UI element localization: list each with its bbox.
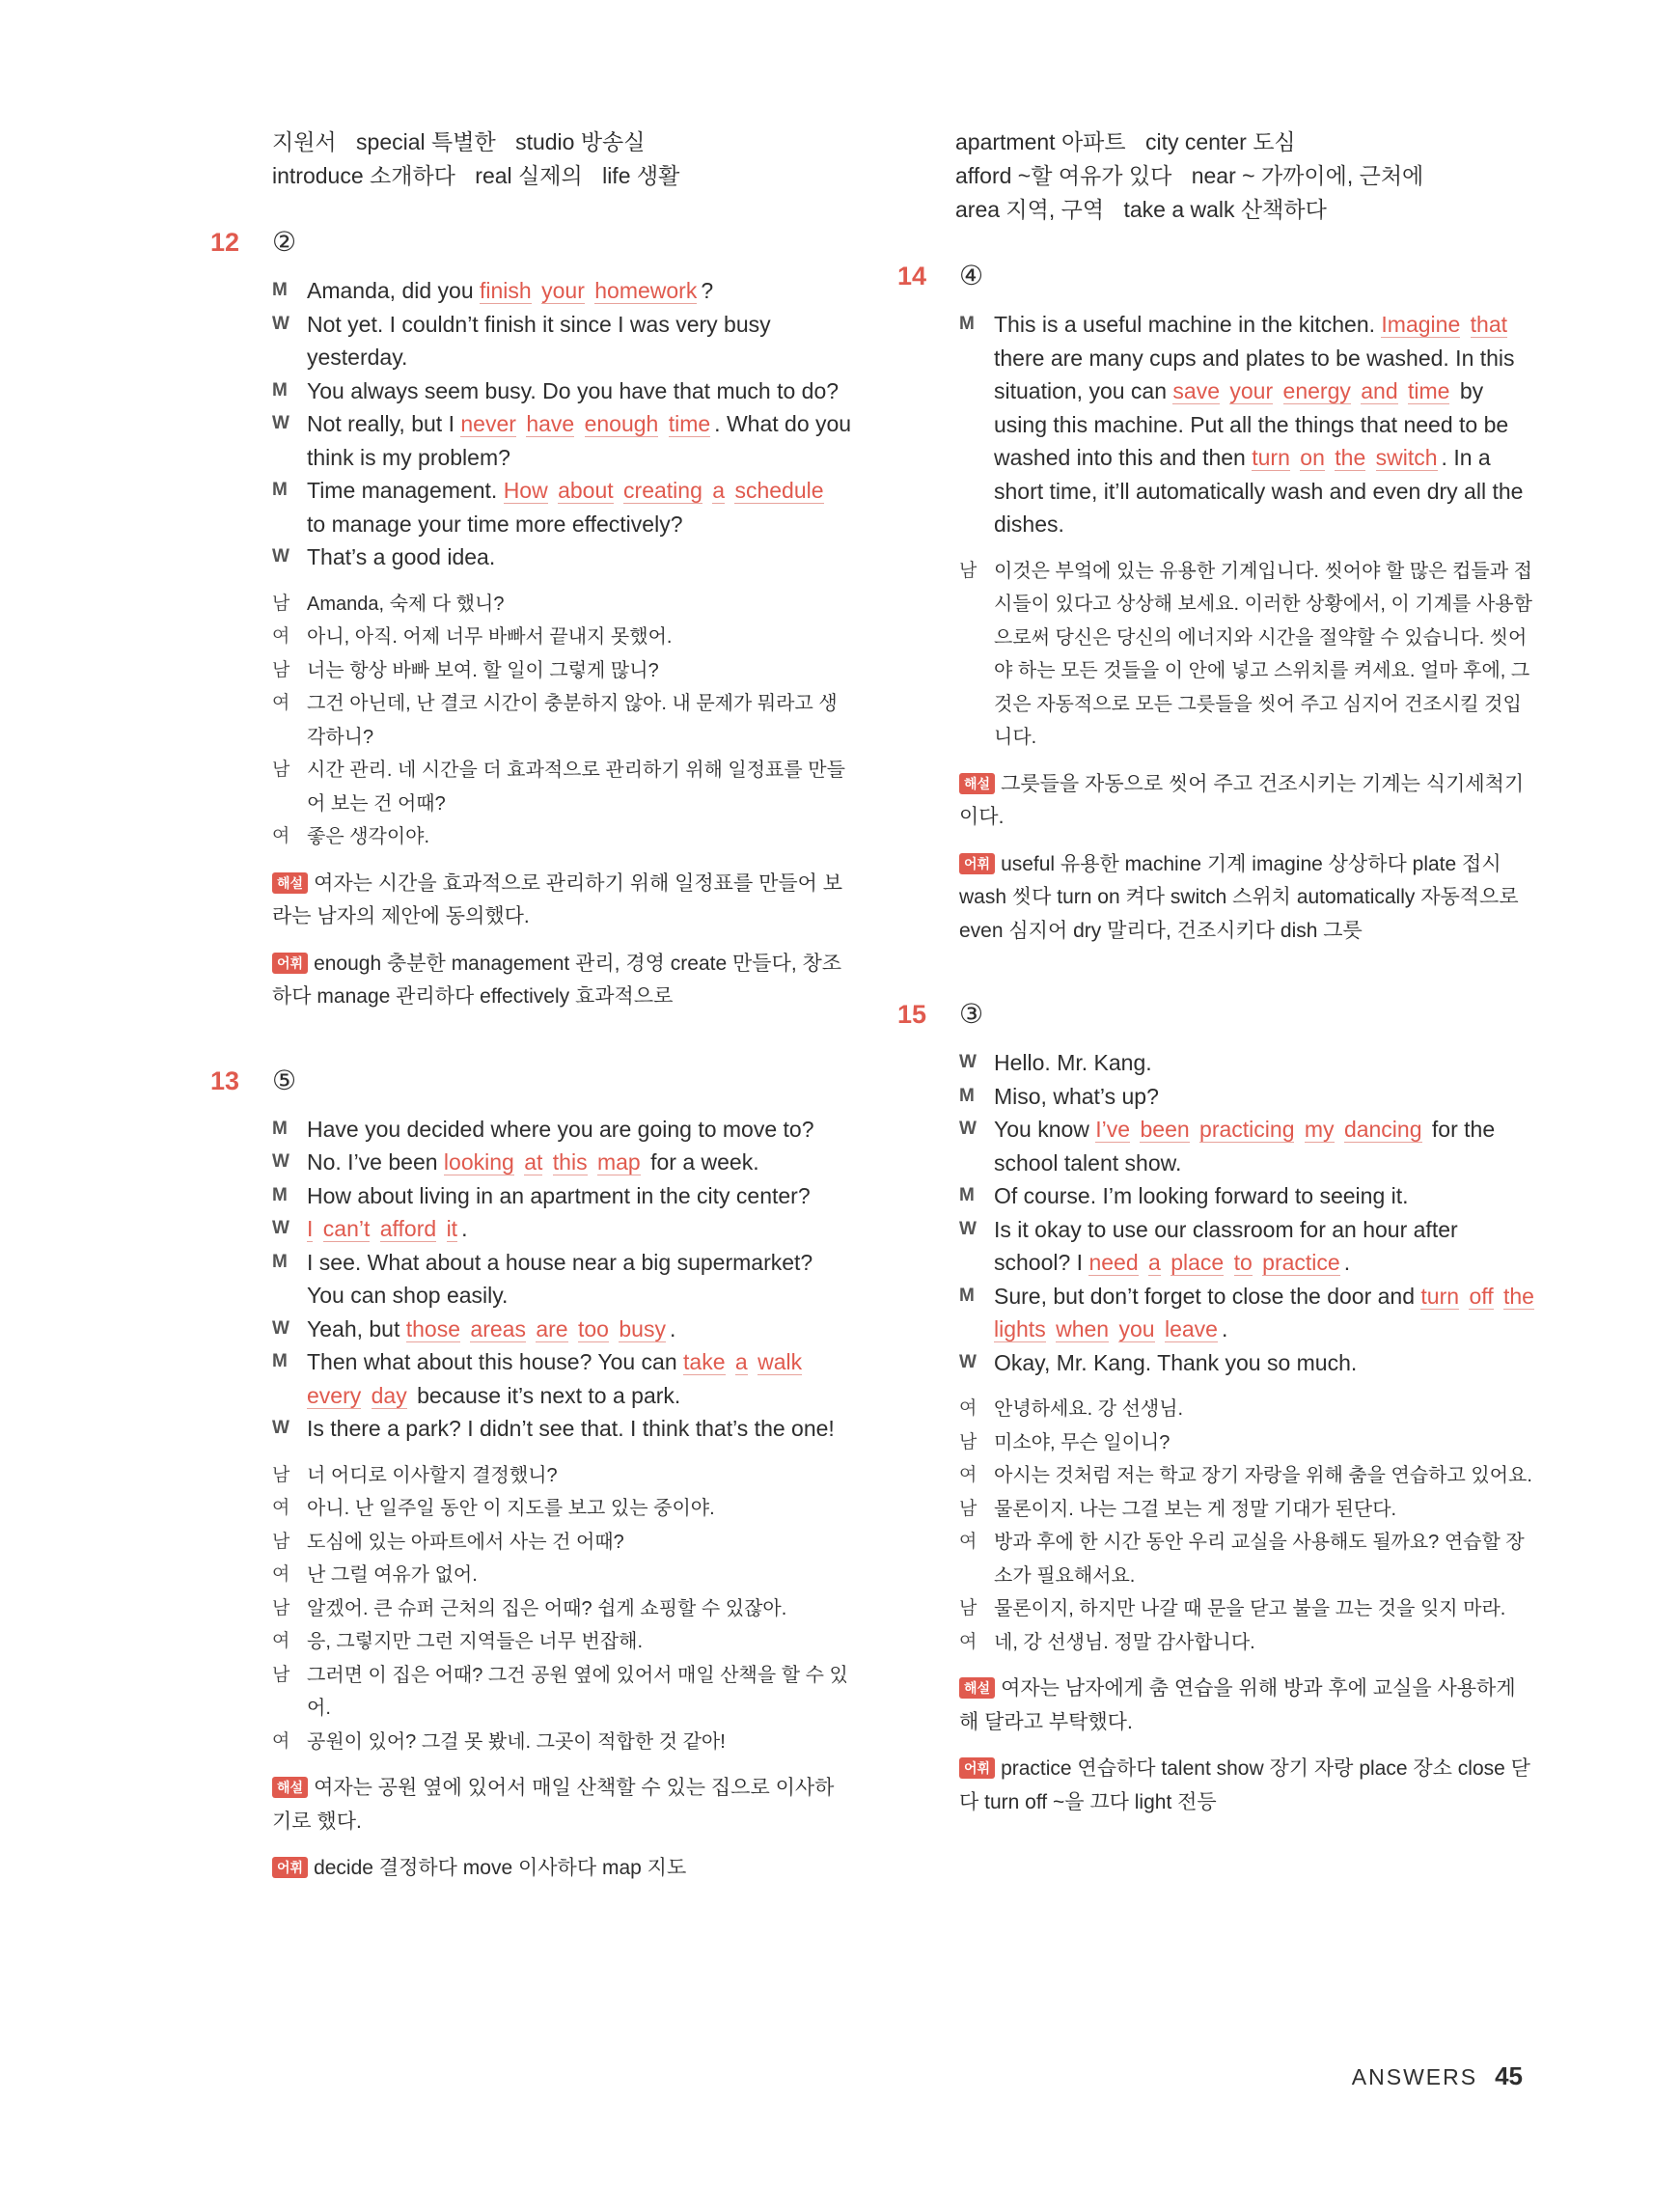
answer-blank: save xyxy=(1172,378,1220,403)
answer-blank: place xyxy=(1170,1250,1225,1275)
speaker-label: W xyxy=(959,1119,977,1139)
line-text: How about living in an apartment in the city center? xyxy=(307,1182,811,1208)
speaker-label: 남 xyxy=(272,1531,290,1552)
vocab-term: plate 접시 xyxy=(1412,852,1501,875)
vocab-badge: 어휘 xyxy=(959,1757,995,1779)
question-13 xyxy=(210,1057,852,1886)
answer-blank: can’t xyxy=(322,1216,371,1241)
line-text: That’s a good idea. xyxy=(307,544,496,569)
speaker-label: W xyxy=(959,1218,977,1239)
translation-line xyxy=(959,1393,1539,1426)
speaker-label: 남 xyxy=(272,760,290,780)
translation-line xyxy=(272,1492,852,1526)
line-text: by using this machine. Put all the things that need to be washed into this and then xyxy=(994,378,1509,470)
answer-blank: walk xyxy=(757,1349,803,1374)
answer-blank: the xyxy=(1335,445,1366,470)
speaker-label: M xyxy=(959,1285,975,1306)
translation-line xyxy=(959,1493,1539,1527)
line-text: 네, 강 선생님. 정말 감사합니다. xyxy=(994,1631,1255,1653)
dialogue-line xyxy=(272,274,852,308)
answer-blank: off xyxy=(1469,1283,1494,1309)
vocab-term: practice 연습하다 xyxy=(1001,1757,1156,1780)
dialogue-line xyxy=(959,1346,1539,1380)
translation-line xyxy=(272,754,852,820)
speaker-label: 남 xyxy=(272,593,290,614)
answer-blank: map xyxy=(596,1149,641,1175)
line-text: Hello. Mr. Kang. xyxy=(994,1050,1152,1075)
answer-symbol: ④ xyxy=(959,261,984,290)
vocab-term: effectively 효과적으로 xyxy=(480,985,674,1008)
speaker-label: 남 xyxy=(959,1431,978,1452)
dialogue-line xyxy=(272,374,852,408)
speaker-label: 여 xyxy=(959,1631,978,1652)
right-column xyxy=(897,125,1539,1819)
vocab-term: close 닫다 xyxy=(959,1757,1530,1813)
dialogue-line xyxy=(272,1179,852,1213)
dialogue-line xyxy=(272,1246,852,1313)
line-text: Is it okay to use our classroom for an hour after school? I xyxy=(994,1216,1458,1275)
answer-blank: busy xyxy=(619,1315,666,1341)
translation-line xyxy=(272,820,852,854)
vocab-term: dish 그릇 xyxy=(1280,919,1363,942)
translation-line xyxy=(272,1459,852,1493)
vocab-term: turn off ~을 끄다 xyxy=(984,1790,1129,1813)
line-text: 아니. 난 일주일 동안 이 지도를 보고 있는 중이야. xyxy=(307,1498,715,1519)
answer-symbol: ③ xyxy=(959,999,984,1029)
line-text: Have you decided where you are going to move to? xyxy=(307,1116,814,1142)
answer-blank: leave xyxy=(1164,1316,1218,1341)
line-text: 그건 아닌데, 난 결코 시간이 충분하지 않아. 내 문제가 뭐라고 생각하니? xyxy=(307,693,838,748)
answer-blank: when xyxy=(1056,1316,1110,1341)
speaker-label: M xyxy=(272,1251,288,1272)
english-dialogue xyxy=(272,274,852,574)
vocab-term: useful 유용한 xyxy=(1001,852,1119,875)
dialogue-line xyxy=(959,1179,1539,1213)
speaker-label: M xyxy=(272,1351,288,1371)
answer-blank: practicing xyxy=(1199,1117,1295,1142)
line-text: Of course. I’m looking forward to seeing it. xyxy=(994,1183,1409,1208)
answer-blank: switch xyxy=(1375,445,1438,470)
vocab-term: dry 말리다, 건조시키다 xyxy=(1073,919,1276,942)
answer-symbol: ⑤ xyxy=(272,1065,297,1095)
translation-line xyxy=(272,1726,852,1759)
vocab-term: imagine 상상하다 xyxy=(1252,852,1407,875)
answer-blank: time xyxy=(1408,378,1450,403)
answer-blank: your xyxy=(541,278,585,303)
speaker-label: M xyxy=(272,480,288,500)
speaker-label: 남 xyxy=(272,1597,290,1618)
dialogue-line xyxy=(272,474,852,540)
line-text: 아니, 아직. 어제 너무 바빠서 끝내지 못했어. xyxy=(307,626,673,648)
korean-translation xyxy=(272,1459,852,1759)
answer-blank: never xyxy=(460,411,516,436)
vocab-term: management 관리, 경영 xyxy=(451,952,665,975)
line-text: 안녕하세요. 강 선생님. xyxy=(994,1398,1184,1420)
translation-line xyxy=(959,1626,1539,1660)
answer-blank: schedule xyxy=(734,478,824,503)
vocab-term: life 생활 xyxy=(602,163,680,188)
line-text: . In a short time, it’ll automatically wash and even dry all the dishes. xyxy=(994,445,1524,537)
speaker-label: 남 xyxy=(959,1498,978,1519)
vocab-term: machine 기계 xyxy=(1124,852,1247,875)
dialogue-line xyxy=(272,1113,852,1147)
line-text: Amanda, did you xyxy=(307,278,481,303)
vocabulary xyxy=(959,1753,1539,1819)
explanation xyxy=(272,1772,852,1839)
line-text: to manage your time more effectively? xyxy=(307,511,683,537)
vocab-term: wash 씻다 xyxy=(959,886,1052,908)
answer-blank: areas xyxy=(470,1315,526,1341)
question-number: 14 xyxy=(897,262,927,290)
speaker-label: W xyxy=(272,313,289,334)
line-text: . xyxy=(1343,1250,1351,1275)
speaker-label: 여 xyxy=(272,1631,290,1651)
line-text: 도심에 있는 아파트에서 사는 건 어때? xyxy=(307,1531,624,1553)
vocab-term: manage 관리하다 xyxy=(317,985,475,1008)
line-text: No. I’ve been xyxy=(307,1149,444,1175)
answer-blank: practice xyxy=(1262,1250,1340,1275)
answer-blank: enough xyxy=(584,411,659,436)
answer-blank: it xyxy=(446,1216,458,1241)
dialogue-line xyxy=(959,1046,1539,1080)
english-monologue xyxy=(959,308,1539,541)
answer-symbol: ② xyxy=(272,227,297,257)
answer-blank: need xyxy=(1088,1250,1139,1275)
korean-translation xyxy=(959,555,1539,755)
vocab-badge: 어휘 xyxy=(272,1857,308,1878)
vocab-term: talent show 장기 자랑 xyxy=(1161,1757,1354,1780)
speaker-label: M xyxy=(272,1184,288,1205)
dialogue-line xyxy=(272,1146,852,1179)
vocab-term: apartment 아파트 xyxy=(955,129,1126,154)
answer-blank: and xyxy=(1361,378,1398,403)
vocab-term: move 이사하다 xyxy=(462,1857,597,1879)
line-text: 미소야, 무슨 일이니? xyxy=(994,1431,1170,1453)
answer-blank: homework xyxy=(594,278,698,303)
english-dialogue xyxy=(272,1113,852,1446)
vocab-term: automatically 자동적으로 xyxy=(1296,886,1519,908)
dialogue-line xyxy=(959,1113,1539,1179)
vocab-term: studio 방송실 xyxy=(515,129,646,154)
speaker-label: M xyxy=(959,314,975,334)
translation-line xyxy=(959,555,1539,755)
speaker-label: 여 xyxy=(272,1730,290,1752)
speaker-label: 여 xyxy=(272,1564,290,1585)
answer-blank: to xyxy=(1233,1250,1253,1275)
answer-blank: every xyxy=(307,1382,362,1408)
line-text: 이것은 부엌에 있는 유용한 기계입니다. 씻어야 할 많은 컵들과 접시들이 있다고 상상해 보세요. 이러한 상황에서, 이 기계를 사용함으로써 당신은 당신의 에너지와 시간을 절약할 수 있습니다. 씻어야 하는 모든 것들을 이 안에 넣고 스위치를 켜세요. 얼마 후에, 그것은 자동적으로 모든 그릇들을 씻어 주고 심지어 건조시킬 것입니다. xyxy=(994,560,1532,748)
line-text: 물론이지. 나는 그걸 보는 게 정말 기대가 된단다. xyxy=(994,1498,1397,1520)
vocabulary xyxy=(272,948,852,1014)
answer-blank: the xyxy=(1502,1283,1534,1309)
question-number: 13 xyxy=(210,1065,240,1095)
line-text: . xyxy=(461,1216,468,1241)
dialogue-line xyxy=(959,1080,1539,1114)
answer-blank: on xyxy=(1300,445,1325,470)
answer-blank: Imagine xyxy=(1381,312,1461,337)
line-text: 물론이지, 하지만 나갈 때 문을 닫고 불을 끄는 것을 잊지 마라. xyxy=(994,1598,1506,1619)
speaker-label: M xyxy=(959,1185,975,1205)
answer-blank: day xyxy=(371,1382,407,1408)
line-text: there are many cups and plates to be washed. In this situation, you can xyxy=(994,345,1515,403)
section-label: ANSWERS xyxy=(1351,2064,1478,2089)
vocab-term: switch 스위치 xyxy=(1170,886,1291,908)
translation-line xyxy=(959,1459,1539,1493)
speaker-label: 여 xyxy=(959,1398,978,1419)
translation-line xyxy=(959,1426,1539,1460)
dialogue-line xyxy=(959,1280,1539,1346)
line-text: for the school talent show. xyxy=(994,1117,1496,1175)
line-text: Amanda, 숙제 다 했니? xyxy=(307,593,505,615)
speaker-label: 여 xyxy=(959,1465,978,1485)
speaker-label: W xyxy=(272,413,289,433)
line-text: ? xyxy=(701,278,714,303)
line-text: because it’s next to a park. xyxy=(410,1382,681,1408)
question-number: 12 xyxy=(210,228,240,257)
question-14 xyxy=(897,252,1539,948)
dialogue-line xyxy=(272,1345,852,1412)
speaker-label: W xyxy=(272,1317,289,1339)
answer-blank: your xyxy=(1229,378,1274,403)
explanation-badge: 해설 xyxy=(272,1777,308,1798)
explanation-text: 여자는 공원 옆에 있어서 매일 산책할 수 있는 집으로 이사하기로 했다. xyxy=(272,1777,835,1833)
korean-translation xyxy=(959,1393,1539,1659)
answer-blank: energy xyxy=(1282,378,1351,403)
line-text: 응, 그렇지만 그런 지역들은 너무 번잡해. xyxy=(307,1631,644,1652)
translation-line xyxy=(959,1592,1539,1626)
speaker-label: 여 xyxy=(272,693,290,713)
vocab-term: afford ~할 여유가 있다 xyxy=(955,163,1172,188)
page-number: 45 xyxy=(1495,2061,1523,2090)
line-text: . xyxy=(1221,1316,1228,1341)
speaker-label: 여 xyxy=(272,826,290,846)
answer-blank: a xyxy=(734,1349,748,1374)
line-text: for a week. xyxy=(644,1149,759,1175)
translation-line xyxy=(272,1559,852,1592)
answer-blank: those xyxy=(405,1315,461,1341)
vocab-term: city center 도심 xyxy=(1145,129,1296,154)
answer-blank: I’ve xyxy=(1095,1117,1131,1142)
explanation xyxy=(272,868,852,934)
page-footer xyxy=(1352,2061,1523,2091)
vocab-term: place 장소 xyxy=(1359,1757,1452,1780)
vocab-list xyxy=(959,1757,1530,1813)
speaker-label: M xyxy=(272,280,288,300)
line-text: Sure, but don’t forget to close the door and xyxy=(994,1283,1421,1309)
explanation-text: 여자는 시간을 효과적으로 관리하기 위해 일정표를 만들어 보라는 남자의 제안에 동의했다. xyxy=(272,871,843,927)
speaker-label: 남 xyxy=(959,560,978,581)
speaker-label: W xyxy=(272,1218,289,1238)
answer-blank: are xyxy=(536,1315,568,1341)
answer-blank: this xyxy=(552,1149,588,1175)
translation-line xyxy=(272,687,852,754)
question-number: 15 xyxy=(897,1000,927,1029)
dialogue-line xyxy=(272,308,852,374)
answer-blank: dancing xyxy=(1343,1117,1422,1142)
explanation-badge: 해설 xyxy=(272,872,308,894)
dialogue-line xyxy=(272,407,852,474)
question-12 xyxy=(210,218,852,1014)
vocab-list xyxy=(314,1857,686,1879)
dialogue-line xyxy=(272,1212,852,1246)
line-text: Okay, Mr. Kang. Thank you so much. xyxy=(994,1349,1358,1375)
speaker-label: 남 xyxy=(959,1598,978,1618)
korean-translation xyxy=(272,588,852,854)
explanation-text: 여자는 남자에게 춤 연습을 위해 방과 후에 교실을 사용하게 해 달라고 부탁했다. xyxy=(959,1677,1516,1733)
speaker-label: W xyxy=(272,1418,289,1438)
speaker-label: 여 xyxy=(959,1532,978,1552)
vocab-list xyxy=(272,953,841,1009)
dialogue-line xyxy=(959,1213,1539,1280)
line-text: I see. What about a house near a big supermarket? You can shop easily. xyxy=(307,1249,813,1308)
speaker-label: 여 xyxy=(272,626,290,647)
line-text: 아시는 것처럼 저는 학교 장기 자랑을 위해 춤을 연습하고 있어요. xyxy=(994,1465,1532,1486)
line-text: 너 어디로 이사할지 결정했니? xyxy=(307,1464,558,1486)
answer-blank: a xyxy=(1148,1250,1161,1275)
translation-line xyxy=(272,1659,852,1726)
line-text: Not yet. I couldn’t finish it since I was very busy yesterday. xyxy=(307,311,771,370)
vocab-list xyxy=(959,853,1519,942)
line-text: Miso, what’s up? xyxy=(994,1083,1159,1109)
translation-line xyxy=(272,1592,852,1626)
answer-blank: creating xyxy=(623,478,702,503)
line-text: 방과 후에 한 시간 동안 우리 교실을 사용해도 될까요? 연습할 장소가 필요해서요. xyxy=(994,1532,1525,1587)
vocab-term: 지원서 xyxy=(272,129,337,154)
answer-blank: finish xyxy=(480,278,532,303)
line-text: This is a useful machine in the kitchen. xyxy=(994,312,1382,337)
answer-blank: take xyxy=(683,1349,726,1374)
answer-blank: afford xyxy=(379,1216,437,1241)
speaker-label: 남 xyxy=(272,1464,290,1485)
vocab-term: even 심지어 xyxy=(959,919,1068,942)
translation-line xyxy=(272,1526,852,1560)
answer-blank: have xyxy=(526,411,575,436)
explanation-badge: 해설 xyxy=(959,773,995,794)
answer-blank: looking xyxy=(443,1149,514,1175)
translation-line xyxy=(272,1625,852,1659)
answer-blank: my xyxy=(1304,1117,1335,1142)
answer-blank: you xyxy=(1118,1316,1155,1341)
speaker-label: W xyxy=(959,1052,977,1072)
dialogue-line xyxy=(272,1313,852,1346)
answer-blank: too xyxy=(577,1315,609,1341)
speaker-label: 남 xyxy=(272,1664,290,1685)
dialogue-line xyxy=(272,540,852,574)
answer-blank: lights xyxy=(994,1316,1046,1341)
vocab-badge: 어휘 xyxy=(272,953,308,974)
english-dialogue xyxy=(959,1046,1539,1379)
line-text: Then what about this house? You can xyxy=(307,1349,684,1374)
vocab-term: enough 충분한 xyxy=(314,952,446,975)
line-text: 난 그럴 여유가 없어. xyxy=(307,1564,478,1586)
line-text: 너는 항상 바빠 보여. 할 일이 그렇게 많니? xyxy=(307,659,659,681)
speaker-label: W xyxy=(272,1151,289,1172)
vocab-term: special 특별한 xyxy=(356,129,496,154)
speaker-label: M xyxy=(272,379,288,401)
vocab-term: near ~ 가까이에, 근처에 xyxy=(1191,163,1424,188)
dialogue-line xyxy=(272,1412,852,1446)
vocab-badge: 어휘 xyxy=(959,853,995,874)
answer-blank: that xyxy=(1470,312,1508,337)
vocab-term: real 실제의 xyxy=(475,163,583,188)
explanation-badge: 해설 xyxy=(959,1677,995,1699)
vocab-term: create 만들다, 창조하다 xyxy=(272,952,842,1008)
vocab-term: take a walk 산책하다 xyxy=(1123,197,1327,222)
line-text: You always seem busy. Do you have that much to do? xyxy=(307,377,840,403)
translation-line xyxy=(272,588,852,622)
translation-line xyxy=(959,1526,1539,1592)
vocab-term: area 지역, 구역 xyxy=(955,197,1105,222)
line-text: 그러면 이 집은 어때? 그건 공원 옆에 있어서 매일 산책을 할 수 있어. xyxy=(307,1664,848,1719)
question-15 xyxy=(897,990,1539,1819)
line-text: Is there a park? I didn’t see that. I think that’s the one! xyxy=(307,1416,835,1441)
vocabulary xyxy=(272,1852,852,1886)
line-text: 좋은 생각이야. xyxy=(307,826,430,847)
monologue xyxy=(959,308,1539,541)
line-text: You know xyxy=(994,1117,1096,1142)
top-vocab-left xyxy=(272,125,852,193)
answer-blank: at xyxy=(524,1149,543,1175)
vocab-term: map 지도 xyxy=(601,1857,687,1879)
speaker-label: 여 xyxy=(272,1498,290,1518)
answer-blank: How xyxy=(503,478,548,503)
answer-blank: I xyxy=(307,1216,314,1241)
line-text: Not really, but I xyxy=(307,411,461,436)
vocab-term: introduce 소개하다 xyxy=(272,163,455,188)
vocab-term: decide 결정하다 xyxy=(314,1857,457,1879)
speaker-label: W xyxy=(272,546,289,567)
vocab-term: turn on 켜다 xyxy=(1057,886,1166,908)
speaker-label: M xyxy=(959,1085,975,1106)
line-text: . xyxy=(669,1315,676,1341)
speaker-label: W xyxy=(959,1351,977,1372)
speaker-label: M xyxy=(272,1118,288,1139)
vocab-term: light 전등 xyxy=(1134,1790,1217,1813)
translation-line xyxy=(272,621,852,654)
answer-blank: turn xyxy=(1420,1283,1460,1309)
line-text: Yeah, but xyxy=(307,1315,406,1341)
answer-blank: time xyxy=(668,411,711,436)
line-text: 알겠어. 큰 슈퍼 근처의 집은 어때? 쉽게 쇼핑할 수 있잖아. xyxy=(307,1597,787,1619)
line-text: 공원이 있어? 그걸 못 봤네. 그곳이 적합한 것 같아! xyxy=(307,1730,726,1753)
vocabulary xyxy=(959,848,1539,949)
top-vocab-right xyxy=(955,125,1539,227)
left-column xyxy=(210,125,852,1886)
explanation xyxy=(959,1673,1539,1739)
line-text: . What do you think is my problem? xyxy=(307,411,852,470)
explanation xyxy=(959,768,1539,835)
answer-blank: a xyxy=(712,478,726,503)
answer-blank: about xyxy=(558,478,614,503)
speaker-label: 남 xyxy=(272,659,290,680)
line-text: 시간 관리. 네 시간을 더 효과적으로 관리하기 위해 일정표를 만들어 보는 건 어때? xyxy=(307,760,845,815)
line-text: Time management. xyxy=(307,478,504,503)
answer-blank: been xyxy=(1140,1117,1190,1142)
answer-blank: turn xyxy=(1252,445,1290,470)
translation-line xyxy=(272,654,852,688)
explanation-text: 그릇들을 자동으로 씻어 주고 건조시키는 기계는 식기세척기이다. xyxy=(959,772,1525,828)
